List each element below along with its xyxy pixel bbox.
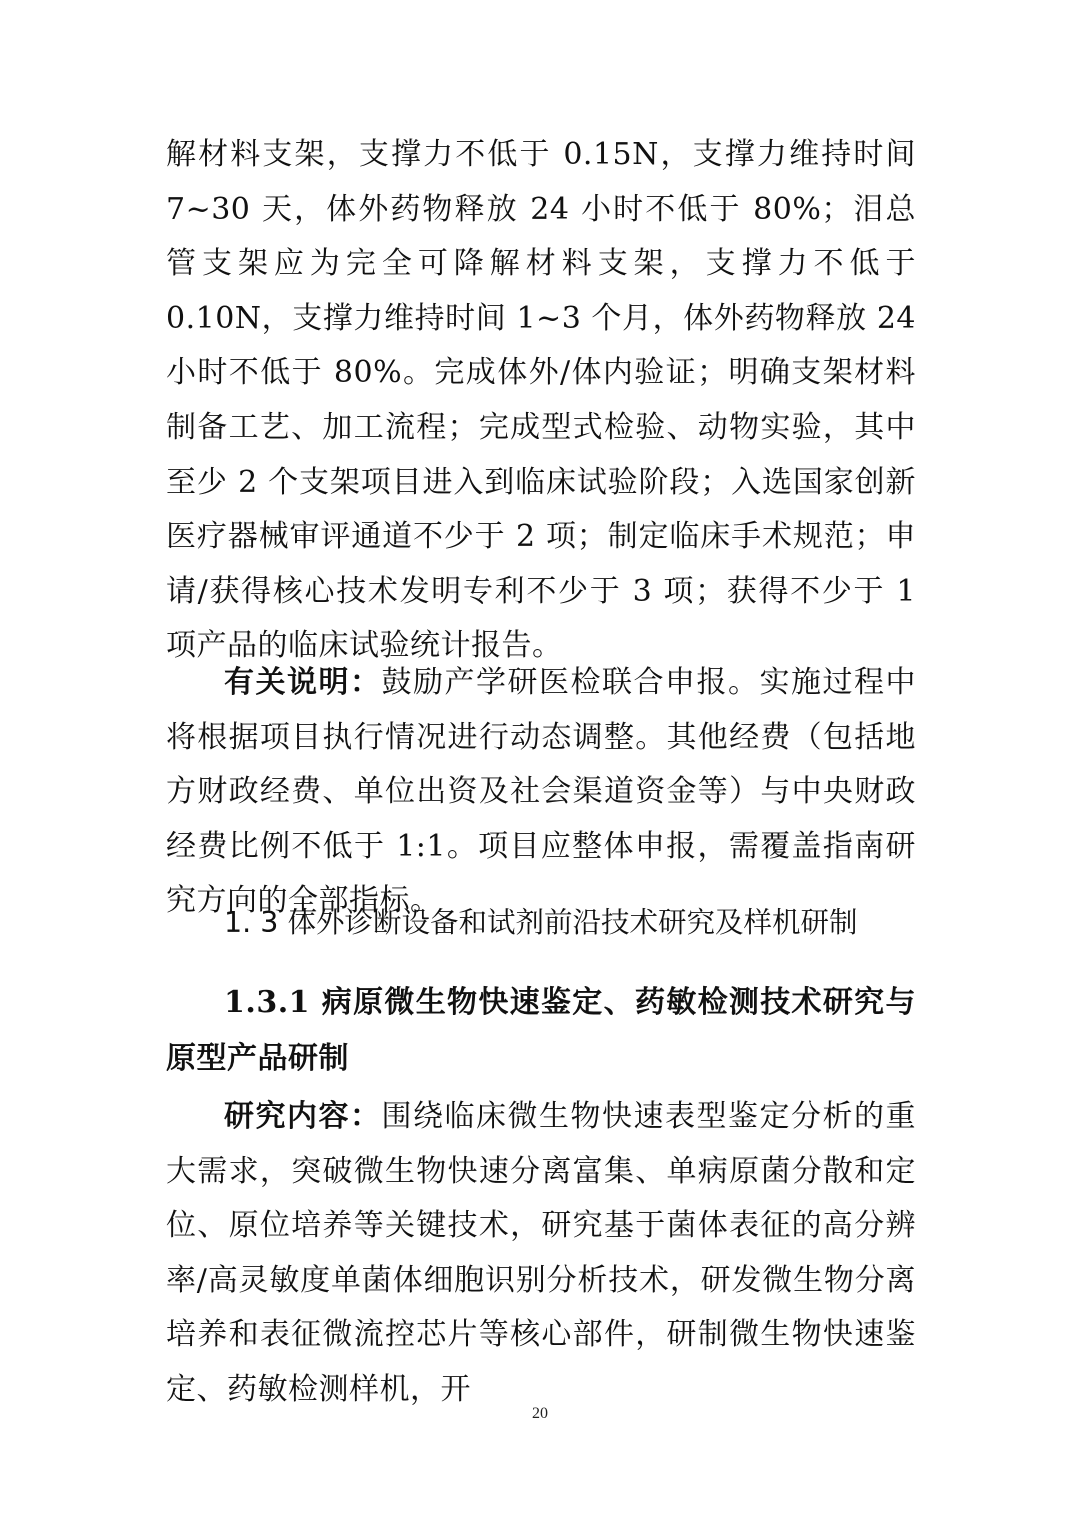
notes-label: 有关说明： bbox=[224, 665, 382, 700]
section-heading: 1.3.1 病原微生物快速鉴定、药敏检测技术研究与原型产品研制 bbox=[166, 985, 916, 1076]
page-number: 20 bbox=[532, 1405, 548, 1422]
research-content-text: 围绕临床微生物快速表型鉴定分析的重大需求，突破微生物快速分离富集、单病原菌分散和定位、原位培养等关键技术，研究基于菌体表征的高分辨率/高灵敏度单菌体细胞识别分析技术，研发微生物分离培养和表征微流控芯片等核心部件，研制微生物快速鉴定、药敏检测样机，开 bbox=[166, 1099, 916, 1407]
paragraph-research-content bbox=[166, 1090, 916, 1418]
research-content-label: 研究内容： bbox=[224, 1099, 382, 1134]
paragraph-notes bbox=[166, 656, 916, 929]
paragraph-continuation: 解材料支架，支撑力不低于 0.15N，支撑力维持时间 7~30 天，体外药物释放 24 小时不低于 80%；泪总管支架应为完全可降解材料支架，支撑力不低于 0.10N，支撑力维持时间 1~3 个月，体外药物释放 24 小时不低于 80%。完成体外/体内验证；明确支架材料制备工艺、加工流程；完成型式检验、动物实验，其中至少 2 个支架项目进入到临床试验阶段；入选国家创新医疗器械审评通道不少于 2 项；制定临床手术规范；申请/获得核心技术发明专利不少于 3 项；获得不少于 1 项产品的临床试验统计报告。 bbox=[166, 137, 916, 664]
subsection-heading: 1. 3 体外诊断设备和试剂前沿技术研究及样机研制 bbox=[224, 906, 858, 939]
notes-text: 鼓励产学研医检联合申报。实施过程中将根据项目执行情况进行动态调整。其他经费（包括地方财政经费、单位出资及社会渠道资金等）与中央财政经费比例不低于 1:1。项目应整体申报，需覆盖指南研究方向的全部指标。 bbox=[166, 665, 916, 919]
